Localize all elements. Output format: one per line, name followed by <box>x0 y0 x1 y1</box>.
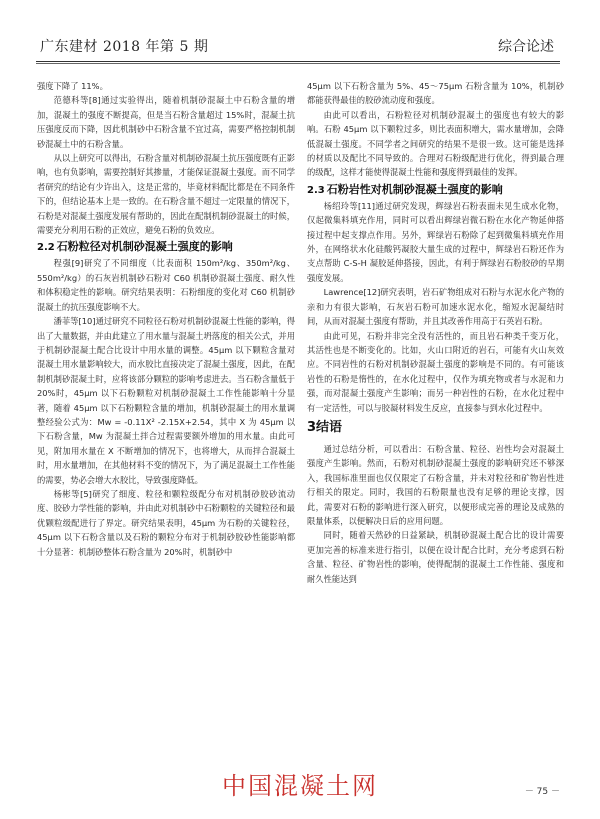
paragraph: 杨绍玲等[11]通过研究发现，辉绿岩石粉表面未见生成水化物，仅起微集料填充作用，同时可以看出辉绿岩微石粉在水化产物延伸搭接过程中起支撑点作用。另外，辉绿岩石粉除了起到微集料填充作用外，在网络状水化硅酸钙凝胶大量生成的过程中，辉绿岩石粉还作为支点帮助 C-S-H 凝胶延伸搭接，因此，有利于辉绿岩石粉胶砂的早期强度发展。 <box>307 200 564 283</box>
section-title: 结语 <box>316 419 343 435</box>
paragraph: 潘菲等[10]通过研究不同粒径石粉对机制砂混凝土性能的影响，得出了大量数据，并由此建立了用水量与混凝土坍落度的相关公式，并用于机制砂混凝土配合比设计中用水量的调整。45μm 以下颗粒含量对混凝土用水量影响较大，而水胶比直接决定了混凝土强度，因此，在配制机制砂混凝土时，应将该部分颗粒的影响考虑进去。当石粉含量低于 20%时，45μm 以下石粉颗粒对机制砂混凝土工作性能影响十分显著，随着 45μm 以下石粉颗粒含量的增加，机制砂混凝土的用水量调整经验公式为：Mw = -0.11X² -2.15X+2.54，其中 X 为 45μm 以下石粉含量，Mw 为混凝土拌合过程需要额外增加的用水量。由此可见，附加用水量在 X 不断增加的情况下，也将增大，从而拌合混凝土时，用水量增加，在其他材料不变的情况下，为了满足混凝土工作性能的需要，势必会增大水胶比，导致强度降低。 <box>37 316 295 485</box>
paragraph: 通过总结分析，可以看出：石粉含量、粒径、岩性均会对混凝土强度产生影响。然而，石粉对机制砂混凝土强度的影响研究还不够深入，我国标准里面也仅仅限定了石粉含量，并未对粒径和矿物岩性进行相关的限定。同时，我国的石粉限量也没有足够的理论支撑，因此，需要对石粉的影响进行深入研究，以便形成完善的理论及成熟的限量体系，以便解决日后的应用问题。 <box>307 443 564 526</box>
paragraph: 从以上研究可以得出，石粉含量对机制砂混凝土抗压强度既有正影响，也有负影响，需要控制好其掺量，才能保证混凝土强度。而不同学者研究的结论有少许出入，这是正常的，毕竟材料配比都是在不同条件下的，但结论基本上是一致的。在石粉含量不超过一定限量的情况下，石粉是对混凝土强度发展有帮助的，因此在配制机制砂混凝土的时候，需要充分利用石粉的正效应，避免石粉的负效应。 <box>37 153 295 236</box>
paragraph: 由此可见，石粉并非完全没有活性的，而且岩石种类千变万化，其活性也是不断变化的。比如，火山口附近的岩石，可能有火山灰效应。不同岩性的石粉对机制砂混凝土强度的影响是不同的。有可能该岩性的石粉是惰性的，在水化过程中，仅作为填充物或者与水泥和力强，而对混凝土强度产生影响；而另一种岩性的石粉，在水化过程中有一定活性，可以与胶凝材料发生反应，直接参与到水化过程中。 <box>307 330 564 413</box>
paragraph: Lawrence[12]研究表明，岩石矿物组成对石粉与水泥水化产物的亲和力有很大影响，石灰岩石粉可加速水泥水化，缩短水泥凝结时间，从而对混凝土强度有帮助，并且其改善作用高于石英岩石粉。 <box>307 287 564 327</box>
issue-label: 2018 年第 5 期 <box>102 39 209 55</box>
header-rule-thin <box>36 63 560 64</box>
paragraph: 强度下降了 11%。 <box>37 81 108 91</box>
paragraph: 由此可以看出，石粉粒径对机制砂混凝土的强度也有较大的影响。石粉 45μm 以下颗粒过多，则比表面积增大，需水量增加，会降低混凝土强度。不同学者之间研究的结果不是很一致。这可能是选择的材质以及配比不同导致的。合理对石粉级配进行优化，得到最合理的级配，这样才能使得混凝土性能和强度得到最佳的发挥。 <box>307 109 564 178</box>
header-rule <box>36 61 560 62</box>
paragraph: 45μm 以下石粉含量为 5%、45～75μm 石粉含量为 10%，机制砂都能获得最佳的胶砂流动度和强度。 <box>307 81 564 106</box>
right-column <box>307 79 564 586</box>
column-title: 综合论述 <box>498 39 554 55</box>
paragraph: 同时，随着天然砂的日益紧缺，机制砂混凝土配合比的设计需要更加完善的标准来进行指引，以便在设计配合比时，充分考虑到石粉含量、粒径、矿物岩性的影响，使得配制的混凝土工作性能、强度和耐久性能达到 <box>307 530 564 584</box>
section-title: 石粉岩性对机制砂混凝土强度的影响 <box>326 182 503 196</box>
section-title: 石粉粒径对机制砂混凝土强度的影响 <box>56 240 233 254</box>
watermark-text: 中国混凝土网 <box>222 772 378 800</box>
paragraph: 程强[9]研究了不同细度（比表面积 150m²/kg、350m²/kg、550m²/kg）的石灰岩机制砂石粉对 C60 机制砂混凝土强度、耐久性和体积稳定性的影响。研究结果表明：石粉细度的变化对 C60 机制砂混凝土的抗压强度影响不大。 <box>37 258 295 312</box>
section-heading <box>37 239 295 255</box>
left-column <box>37 79 295 559</box>
paragraph: 范德科等[8]通过实验得出，随着机制砂混凝土中石粉含量的增加，混凝土的强度不断提高，但是当石粉含量超过 15%时，混凝土抗压强度反而下降，因此机制砂中石粉含量不宜过高，需要严格控制机制砂混凝土中的石粉含量。 <box>37 95 295 149</box>
page-number: － 75 － <box>524 787 560 797</box>
section-number: 2.2 <box>37 242 55 254</box>
section-heading <box>307 182 564 198</box>
journal-header <box>40 36 208 56</box>
paragraph: 杨彬等[5]研究了细度、粒径和颗粒级配分布对机制砂胶砂流动度、胶砂力学性能的影响，并由此对机制砂中石粉颗粒的关键粒径和最优颗粒级配进行了界定。研究结果表明，45μm 为石粉的关键粒径，45μm 以下石粉含量以及石粉的颗粒分布对于机制砂胶砂性能影响都十分显著：机制砂整体石粉含量为 20%时，机制砂中 <box>37 488 295 557</box>
journal-name: 广东建材 <box>40 39 98 55</box>
section-number: 2.3 <box>307 184 325 196</box>
conclusion-heading <box>307 418 564 438</box>
section-number: 3 <box>307 419 317 435</box>
